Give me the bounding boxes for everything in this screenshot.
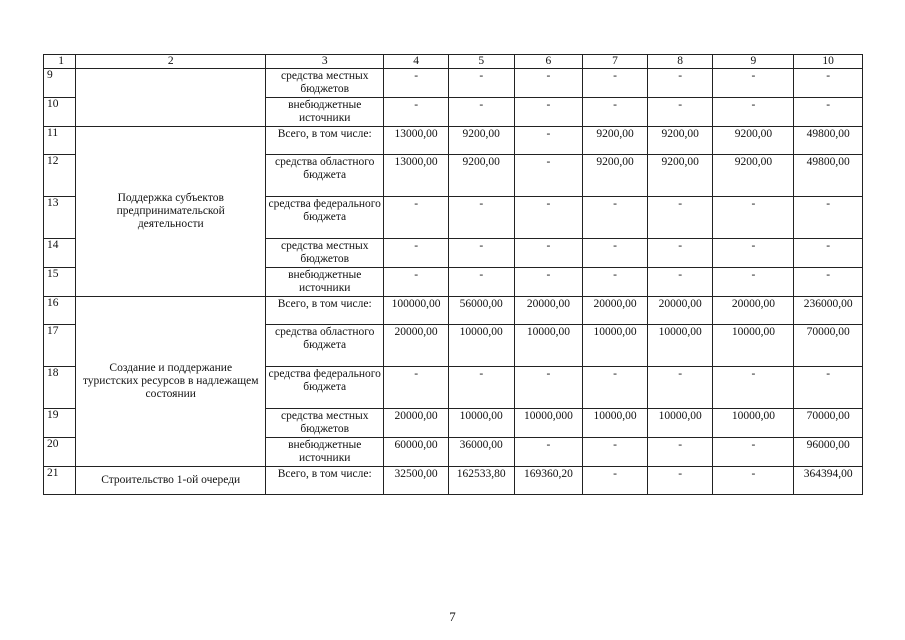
amount-cell: 70000,00	[794, 409, 863, 438]
amount-cell: 9200,00	[713, 155, 794, 197]
amount-cell: -	[583, 98, 648, 127]
amount-cell: 10000,000	[514, 409, 583, 438]
funding-source: средства местных бюджетов	[266, 69, 384, 98]
amount-cell: 9200,00	[647, 127, 713, 155]
row-number: 12	[44, 155, 76, 197]
amount-cell: -	[583, 467, 648, 495]
amount-cell: 100000,00	[384, 297, 449, 325]
amount-cell: -	[514, 268, 583, 297]
amount-cell: 49800,00	[794, 155, 863, 197]
funding-source: средства местных бюджетов	[266, 409, 384, 438]
row-number: 16	[44, 297, 76, 325]
column-header: 8	[647, 55, 713, 69]
amount-cell: -	[713, 367, 794, 409]
funding-source: Всего, в том числе:	[266, 297, 384, 325]
amount-cell: -	[647, 367, 713, 409]
amount-cell: -	[794, 239, 863, 268]
column-header: 2	[76, 55, 266, 69]
amount-cell: -	[384, 98, 449, 127]
amount-cell: 56000,00	[448, 297, 514, 325]
row-number: 20	[44, 438, 76, 467]
direction-cell	[76, 69, 266, 127]
amount-cell: -	[713, 268, 794, 297]
amount-cell: 20000,00	[647, 297, 713, 325]
amount-cell: 364394,00	[794, 467, 863, 495]
amount-cell: -	[647, 69, 713, 98]
column-header: 6	[514, 55, 583, 69]
amount-cell: 20000,00	[514, 297, 583, 325]
amount-cell: 162533,80	[448, 467, 514, 495]
amount-cell: -	[583, 367, 648, 409]
amount-cell: -	[713, 69, 794, 98]
amount-cell: -	[794, 268, 863, 297]
amount-cell: 9200,00	[647, 155, 713, 197]
amount-cell: -	[514, 98, 583, 127]
column-header: 10	[794, 55, 863, 69]
column-header: 5	[448, 55, 514, 69]
amount-cell: 13000,00	[384, 127, 449, 155]
amount-cell: -	[448, 197, 514, 239]
amount-cell: -	[647, 438, 713, 467]
row-number: 9	[44, 69, 76, 98]
row-number: 15	[44, 268, 76, 297]
amount-cell: 20000,00	[713, 297, 794, 325]
column-header: 9	[713, 55, 794, 69]
amount-cell: 10000,00	[713, 409, 794, 438]
table-row	[44, 467, 863, 495]
funding-source: внебюджетные источники	[266, 98, 384, 127]
funding-source: средства федерального бюджета	[266, 367, 384, 409]
row-number: 21	[44, 467, 76, 495]
amount-cell: -	[583, 69, 648, 98]
amount-cell: -	[794, 197, 863, 239]
amount-cell: -	[647, 239, 713, 268]
amount-cell: -	[794, 98, 863, 127]
budget-table	[43, 54, 863, 495]
amount-cell: 10000,00	[514, 325, 583, 367]
column-header: 1	[44, 55, 76, 69]
amount-cell: -	[514, 127, 583, 155]
table-row	[44, 69, 863, 98]
amount-cell: -	[384, 197, 449, 239]
amount-cell: 9200,00	[583, 155, 648, 197]
amount-cell: 20000,00	[384, 325, 449, 367]
amount-cell: 9200,00	[713, 127, 794, 155]
funding-source: внебюджетные источники	[266, 438, 384, 467]
amount-cell: -	[448, 268, 514, 297]
amount-cell: 10000,00	[583, 409, 648, 438]
amount-cell: -	[384, 367, 449, 409]
amount-cell: -	[583, 197, 648, 239]
amount-cell: -	[514, 438, 583, 467]
amount-cell: 9200,00	[448, 127, 514, 155]
table-row	[44, 297, 863, 325]
direction-cell: Строительство 1-ой очереди	[76, 467, 266, 495]
table-row	[44, 127, 863, 155]
amount-cell: 10000,00	[713, 325, 794, 367]
page-number: 7	[449, 609, 456, 624]
funding-source: средства областного бюджета	[266, 155, 384, 197]
amount-cell: -	[647, 197, 713, 239]
funding-source: Всего, в том числе:	[266, 127, 384, 155]
column-header: 4	[384, 55, 449, 69]
funding-source: внебюджетные источники	[266, 268, 384, 297]
amount-cell: 236000,00	[794, 297, 863, 325]
amount-cell: 20000,00	[384, 409, 449, 438]
header-row	[44, 55, 863, 69]
amount-cell: 9200,00	[583, 127, 648, 155]
amount-cell: 10000,00	[448, 409, 514, 438]
amount-cell: -	[384, 268, 449, 297]
amount-cell: 32500,00	[384, 467, 449, 495]
amount-cell: -	[794, 367, 863, 409]
funding-source: Всего, в том числе:	[266, 467, 384, 495]
amount-cell: -	[448, 69, 514, 98]
amount-cell: 9200,00	[448, 155, 514, 197]
amount-cell: -	[448, 367, 514, 409]
amount-cell: -	[794, 69, 863, 98]
amount-cell: -	[583, 438, 648, 467]
direction-cell: Поддержка субъектов предпринимательской деятельности	[76, 127, 266, 297]
amount-cell: -	[583, 268, 648, 297]
row-number: 10	[44, 98, 76, 127]
funding-source: средства местных бюджетов	[266, 239, 384, 268]
amount-cell: -	[514, 69, 583, 98]
row-number: 17	[44, 325, 76, 367]
amount-cell: -	[713, 438, 794, 467]
amount-cell: -	[384, 239, 449, 268]
amount-cell: 70000,00	[794, 325, 863, 367]
amount-cell: 96000,00	[794, 438, 863, 467]
row-number: 14	[44, 239, 76, 268]
amount-cell: -	[647, 98, 713, 127]
column-header: 7	[583, 55, 648, 69]
row-number: 13	[44, 197, 76, 239]
amount-cell: -	[448, 239, 514, 268]
amount-cell: -	[713, 98, 794, 127]
amount-cell: 169360,20	[514, 467, 583, 495]
row-number: 19	[44, 409, 76, 438]
amount-cell: -	[448, 98, 514, 127]
amount-cell: -	[384, 69, 449, 98]
row-number: 11	[44, 127, 76, 155]
amount-cell: -	[514, 239, 583, 268]
column-header: 3	[266, 55, 384, 69]
amount-cell: 10000,00	[583, 325, 648, 367]
amount-cell: 36000,00	[448, 438, 514, 467]
row-number: 18	[44, 367, 76, 409]
amount-cell: 20000,00	[583, 297, 648, 325]
amount-cell: 10000,00	[647, 325, 713, 367]
amount-cell: -	[713, 197, 794, 239]
amount-cell: -	[514, 155, 583, 197]
table-body	[44, 55, 863, 495]
amount-cell: 49800,00	[794, 127, 863, 155]
amount-cell: -	[713, 239, 794, 268]
amount-cell: -	[647, 268, 713, 297]
funding-source: средства областного бюджета	[266, 325, 384, 367]
amount-cell: -	[647, 467, 713, 495]
amount-cell: -	[583, 239, 648, 268]
amount-cell: 60000,00	[384, 438, 449, 467]
amount-cell: -	[514, 367, 583, 409]
amount-cell: 10000,00	[647, 409, 713, 438]
amount-cell: -	[514, 197, 583, 239]
amount-cell: -	[713, 467, 794, 495]
amount-cell: 13000,00	[384, 155, 449, 197]
funding-source: средства федерального бюджета	[266, 197, 384, 239]
amount-cell: 10000,00	[448, 325, 514, 367]
direction-cell: Создание и поддержание туристских ресурсов в надлежащем состоянии	[76, 297, 266, 467]
